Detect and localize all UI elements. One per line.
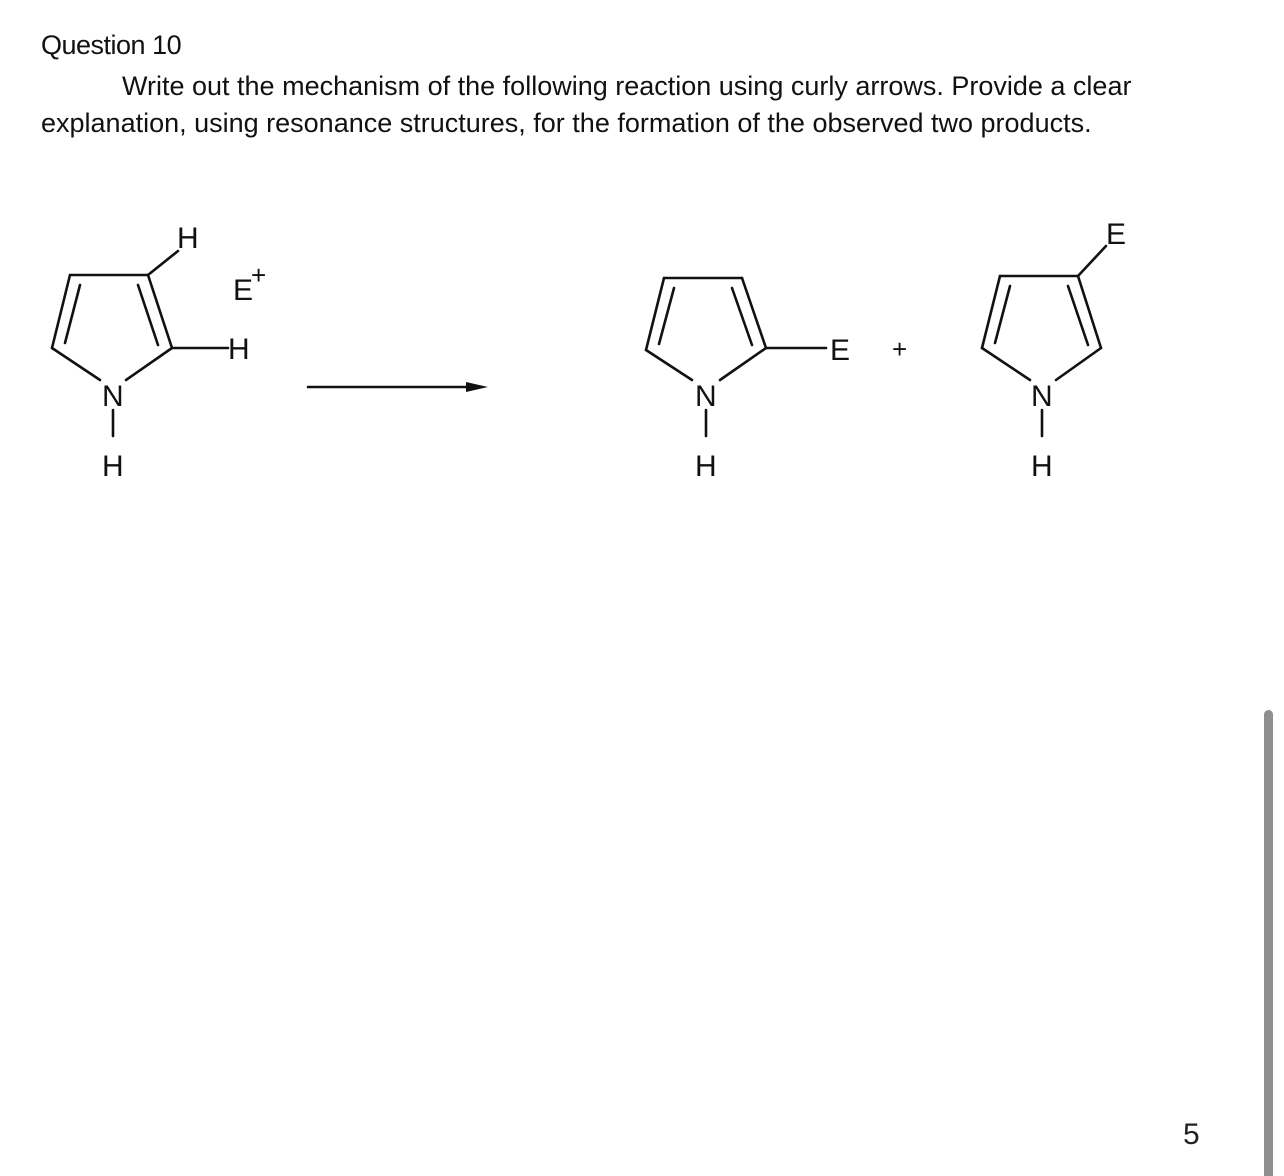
reactant-h-top: H — [177, 222, 199, 255]
product-1-nitrogen: N — [695, 380, 717, 413]
reactant-ring-bonds — [52, 275, 172, 380]
plus-sign: + — [892, 334, 908, 364]
reactant-pyrrole — [52, 222, 250, 483]
product-1-substituent: E — [830, 334, 851, 367]
reactant-h-side: H — [228, 333, 250, 366]
reactant-c3-h-bond — [148, 251, 178, 275]
electrophile-symbol: E — [233, 274, 254, 307]
page-number: 5 — [1183, 1118, 1200, 1151]
product-2-substituent: E — [1106, 218, 1127, 251]
vertical-scrollbar[interactable] — [1264, 710, 1273, 1176]
reactant-nitrogen: N — [102, 380, 124, 413]
electrophile — [233, 260, 266, 307]
product-2-h-nitrogen: H — [1031, 450, 1053, 483]
electrophile-charge: + — [251, 260, 267, 290]
product-1-ring-bonds — [646, 278, 766, 380]
product-1-pyrrole — [646, 278, 850, 483]
reactant-h-nitrogen: H — [102, 450, 124, 483]
product-2-pyrrole — [982, 218, 1126, 483]
reaction-arrow — [308, 382, 488, 392]
product-2-nitrogen: N — [1031, 380, 1053, 413]
question-text: Write out the mechanism of the following reaction using curly arrows. Provide a clear explanation, using resonance structures, for the formation of the observed two products. — [41, 71, 1132, 138]
product-2-c3-e-bond — [1078, 246, 1106, 276]
product-1-h-nitrogen: H — [695, 450, 717, 483]
question-title: Question 10 — [41, 30, 182, 60]
reaction-scheme — [0, 0, 1284, 520]
product-2-ring-bonds — [982, 276, 1101, 380]
